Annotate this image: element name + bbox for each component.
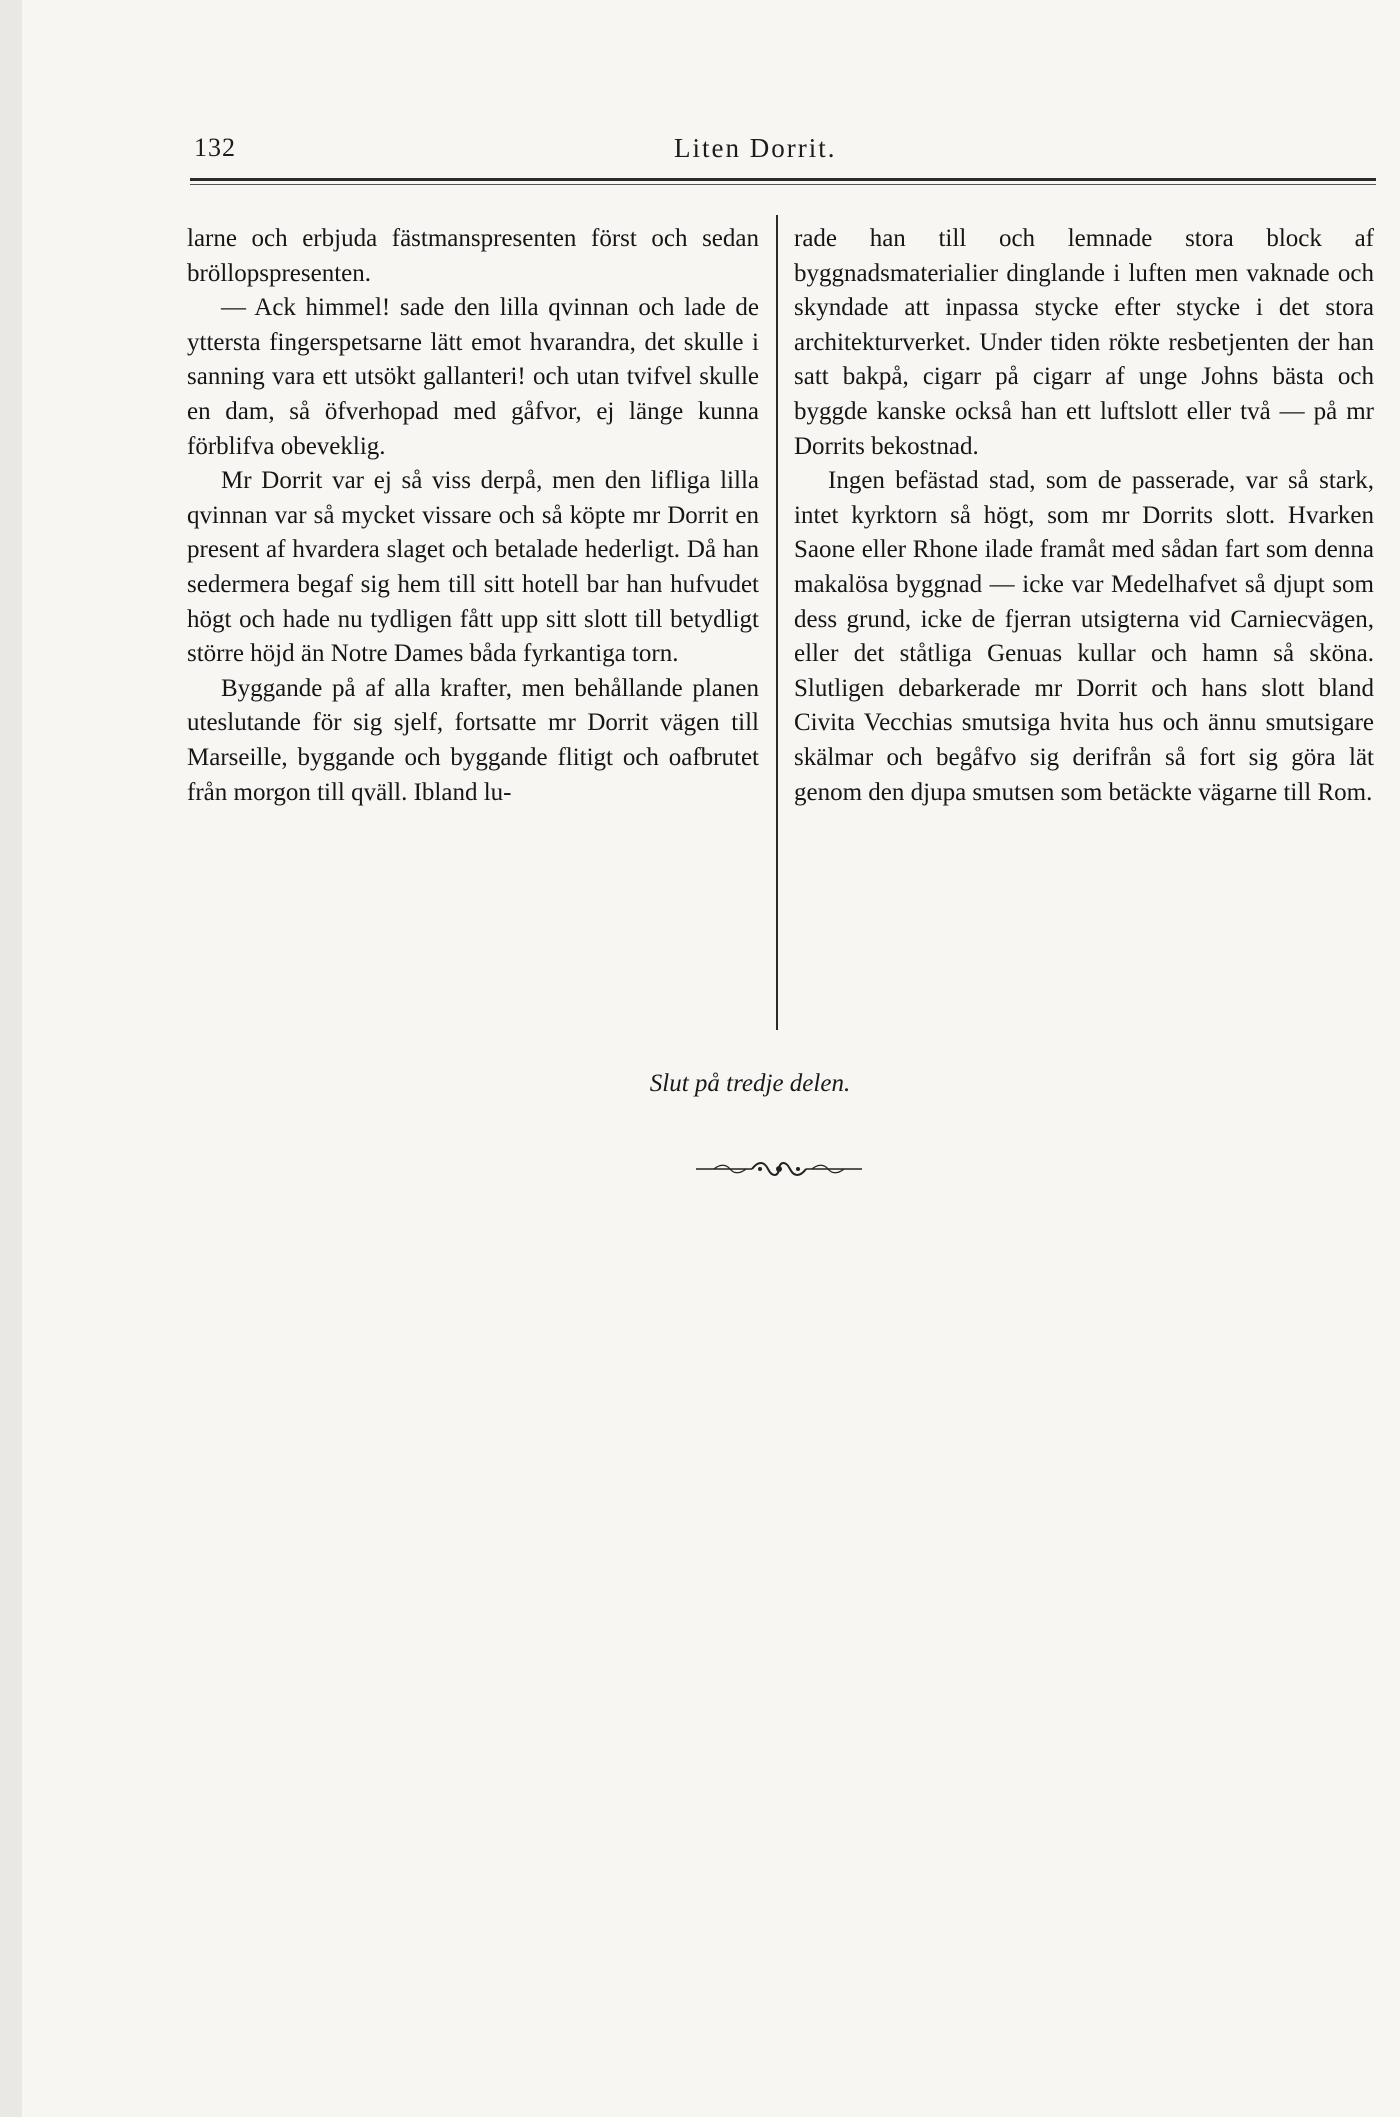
page-header bbox=[194, 133, 1374, 169]
paragraph: Ingen befästad stad, som de passerade, var så stark, intet kyrktorn så högt, som mr Dorrits slott. Hvarken Saone eller Rhone ilade framåt med sådan fart som denna makalösa byggnad — icke var Medelhafvet så djupt som dess grund, icke de fjerran utsigterna vid Carniecvägen, eller det ståtliga Genuas kullar och hamn så sköna. Slutligen debarkerade mr Dorrit och hans slott bland Civita Vecchias smutsiga hvita hus och ännu smutsigare skälmar och begåfvo sig derifrån så fort sig göra lät genom den djupa smutsen som betäckte vägarne till Rom. bbox=[794, 467, 1374, 806]
right-column bbox=[794, 222, 1374, 810]
paragraph: Byggande på af alla krafter, men behållande planen uteslutande för sig sjelf, fortsatte mr Dorrit vägen till Marseille, byggande och byggande flitigt och oafbrutet från morgon till qväll. Ibland lu- bbox=[187, 674, 759, 806]
column-divider bbox=[776, 215, 778, 1030]
part-ending: Slut på tredje delen. bbox=[649, 1070, 851, 1097]
header-rule-thin bbox=[190, 184, 1376, 185]
paragraph: Mr Dorrit var ej så viss derpå, men den lifliga lilla qvinnan var så mycket vissare och så köpte mr Dorrit en present af hvardera slaget och betalade hederligt. Då han sedermera begaf sig hem till sitt hotell bar han hufvudet högt och hade nu tydligen fått upp sitt slott till betydligt större höjd än Notre Dames båda fyrkantiga torn. bbox=[187, 467, 759, 668]
paragraph: rade han till och lemnade stora block af byggnadsmaterialier dinglande i luften men vaknade och skyndade att inpassa stycke efter stycke i det stora architekturverket. Under tiden rökte resbetjenten der han satt bakpå, cigarr på cigarr af unge Johns bästa och byggde kanske också han ett luftslott eller två — på mr Dorrits bekostnad. bbox=[794, 225, 1374, 460]
page-number: 132 bbox=[194, 133, 236, 162]
paragraph: — Ack himmel! sade den lilla qvinnan och lade de yttersta fingerspetsarne lätt emot hvarandra, det skulle i sanning vara ett utsökt gallanteri! och utan tvifvel skulle en dam, så öfverhopad med gåfvor, ej länge kunna förblifva obeveklig. bbox=[187, 294, 759, 460]
paragraph: larne och erbjuda fästmanspresenten först och sedan bröllopspresenten. bbox=[187, 225, 759, 287]
running-title: Liten Dorrit. bbox=[674, 133, 837, 163]
left-column bbox=[187, 222, 759, 810]
header-rule bbox=[190, 178, 1376, 181]
decorative-flourish-icon bbox=[694, 1158, 864, 1180]
